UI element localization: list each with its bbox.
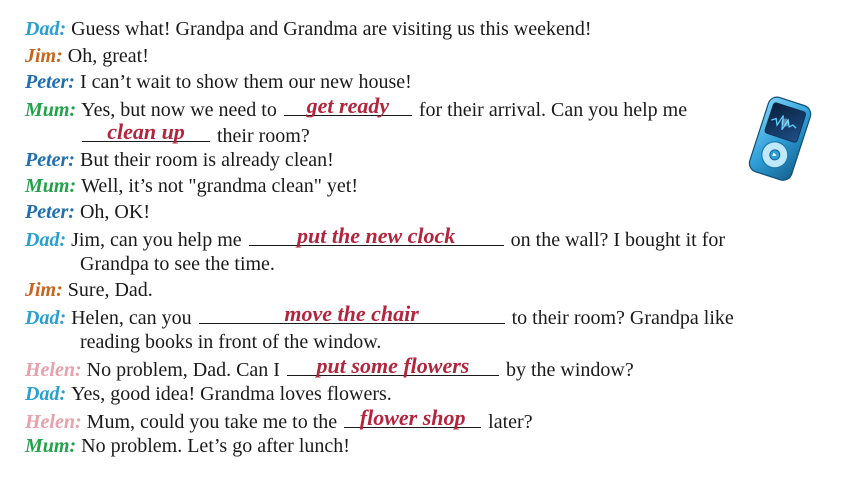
- speaker-dad: Dad:: [25, 383, 67, 405]
- answer-text: put some flowers: [316, 353, 470, 378]
- dialogue-line: [25, 43, 149, 69]
- dialogue-line: [25, 355, 634, 383]
- line-text: their room?: [217, 125, 310, 147]
- line-text: I can’t wait to show them our new house!: [79, 71, 412, 93]
- dialogue-line: [25, 407, 533, 435]
- speaker-helen: Helen:: [25, 359, 82, 381]
- answer-blank: [199, 303, 505, 324]
- answer-text: clean up: [107, 119, 185, 144]
- line-text: Guess what! Grandpa and Grandma are visiting us this weekend!: [71, 18, 592, 40]
- line-text: But their room is already clean!: [79, 149, 334, 171]
- speaker-peter: Peter:: [25, 149, 75, 171]
- answer-text: flower shop: [359, 405, 466, 430]
- line-text: reading books in front of the window.: [80, 331, 382, 353]
- speaker-mum: Mum:: [25, 99, 77, 121]
- line-text: No problem, Dad. Can I: [86, 359, 280, 381]
- dialogue-line: [25, 69, 412, 95]
- line-text: Oh, OK!: [79, 201, 150, 223]
- line-text: Jim, can you help me: [71, 229, 242, 251]
- line-text: later?: [488, 411, 533, 433]
- dialogue-line: [25, 173, 358, 199]
- dialogue-line: [25, 147, 334, 173]
- speaker-peter: Peter:: [25, 201, 75, 223]
- speaker-jim: Jim:: [25, 279, 63, 301]
- answer-blank: [82, 121, 210, 142]
- speaker-dad: Dad:: [25, 229, 67, 251]
- dialogue-line: [25, 16, 592, 42]
- speaker-peter: Peter:: [25, 71, 75, 93]
- line-text: Yes, but now we need to: [81, 99, 277, 121]
- line-text: Helen, can you: [71, 307, 192, 329]
- speaker-mum: Mum:: [25, 175, 77, 197]
- mp3-player-icon: [738, 94, 824, 184]
- answer-text: get ready: [306, 93, 390, 118]
- line-text: Sure, Dad.: [67, 279, 153, 301]
- line-text: No problem. Let’s go after lunch!: [81, 435, 350, 457]
- line-text: Mum, could you take me to the: [86, 411, 338, 433]
- dialogue-line: [25, 381, 392, 407]
- speaker-helen: Helen:: [25, 411, 82, 433]
- dialogue-line: [25, 433, 350, 459]
- answer-text: move the chair: [284, 301, 419, 326]
- speaker-dad: Dad:: [25, 307, 67, 329]
- dialogue-line: [25, 277, 153, 303]
- dialogue-line: [80, 251, 275, 277]
- answer-blank: [249, 225, 504, 246]
- dialogue-line: [25, 199, 150, 225]
- answer-blank: [287, 355, 499, 376]
- line-text: for their arrival. Can you help me: [418, 99, 688, 121]
- answer-text: put the new clock: [297, 223, 456, 248]
- answer-blank: [344, 407, 481, 428]
- dialogue-line: [80, 121, 310, 149]
- dialogue-line: [80, 329, 381, 355]
- line-text: Yes, good idea! Grandma loves flowers.: [71, 383, 392, 405]
- line-text: Oh, great!: [67, 45, 149, 67]
- dialogue-line: [25, 303, 734, 331]
- line-text: Grandpa to see the time.: [80, 253, 275, 275]
- speaker-jim: Jim:: [25, 45, 63, 67]
- line-text: Well, it’s not "grandma clean" yet!: [81, 175, 358, 197]
- line-text: on the wall? I bought it for: [510, 229, 726, 251]
- line-text: to their room? Grandpa like: [511, 307, 734, 329]
- speaker-mum: Mum:: [25, 435, 77, 457]
- speaker-dad: Dad:: [25, 18, 67, 40]
- answer-blank: [284, 95, 412, 116]
- line-text: by the window?: [505, 359, 634, 381]
- dialogue-line: [25, 225, 725, 253]
